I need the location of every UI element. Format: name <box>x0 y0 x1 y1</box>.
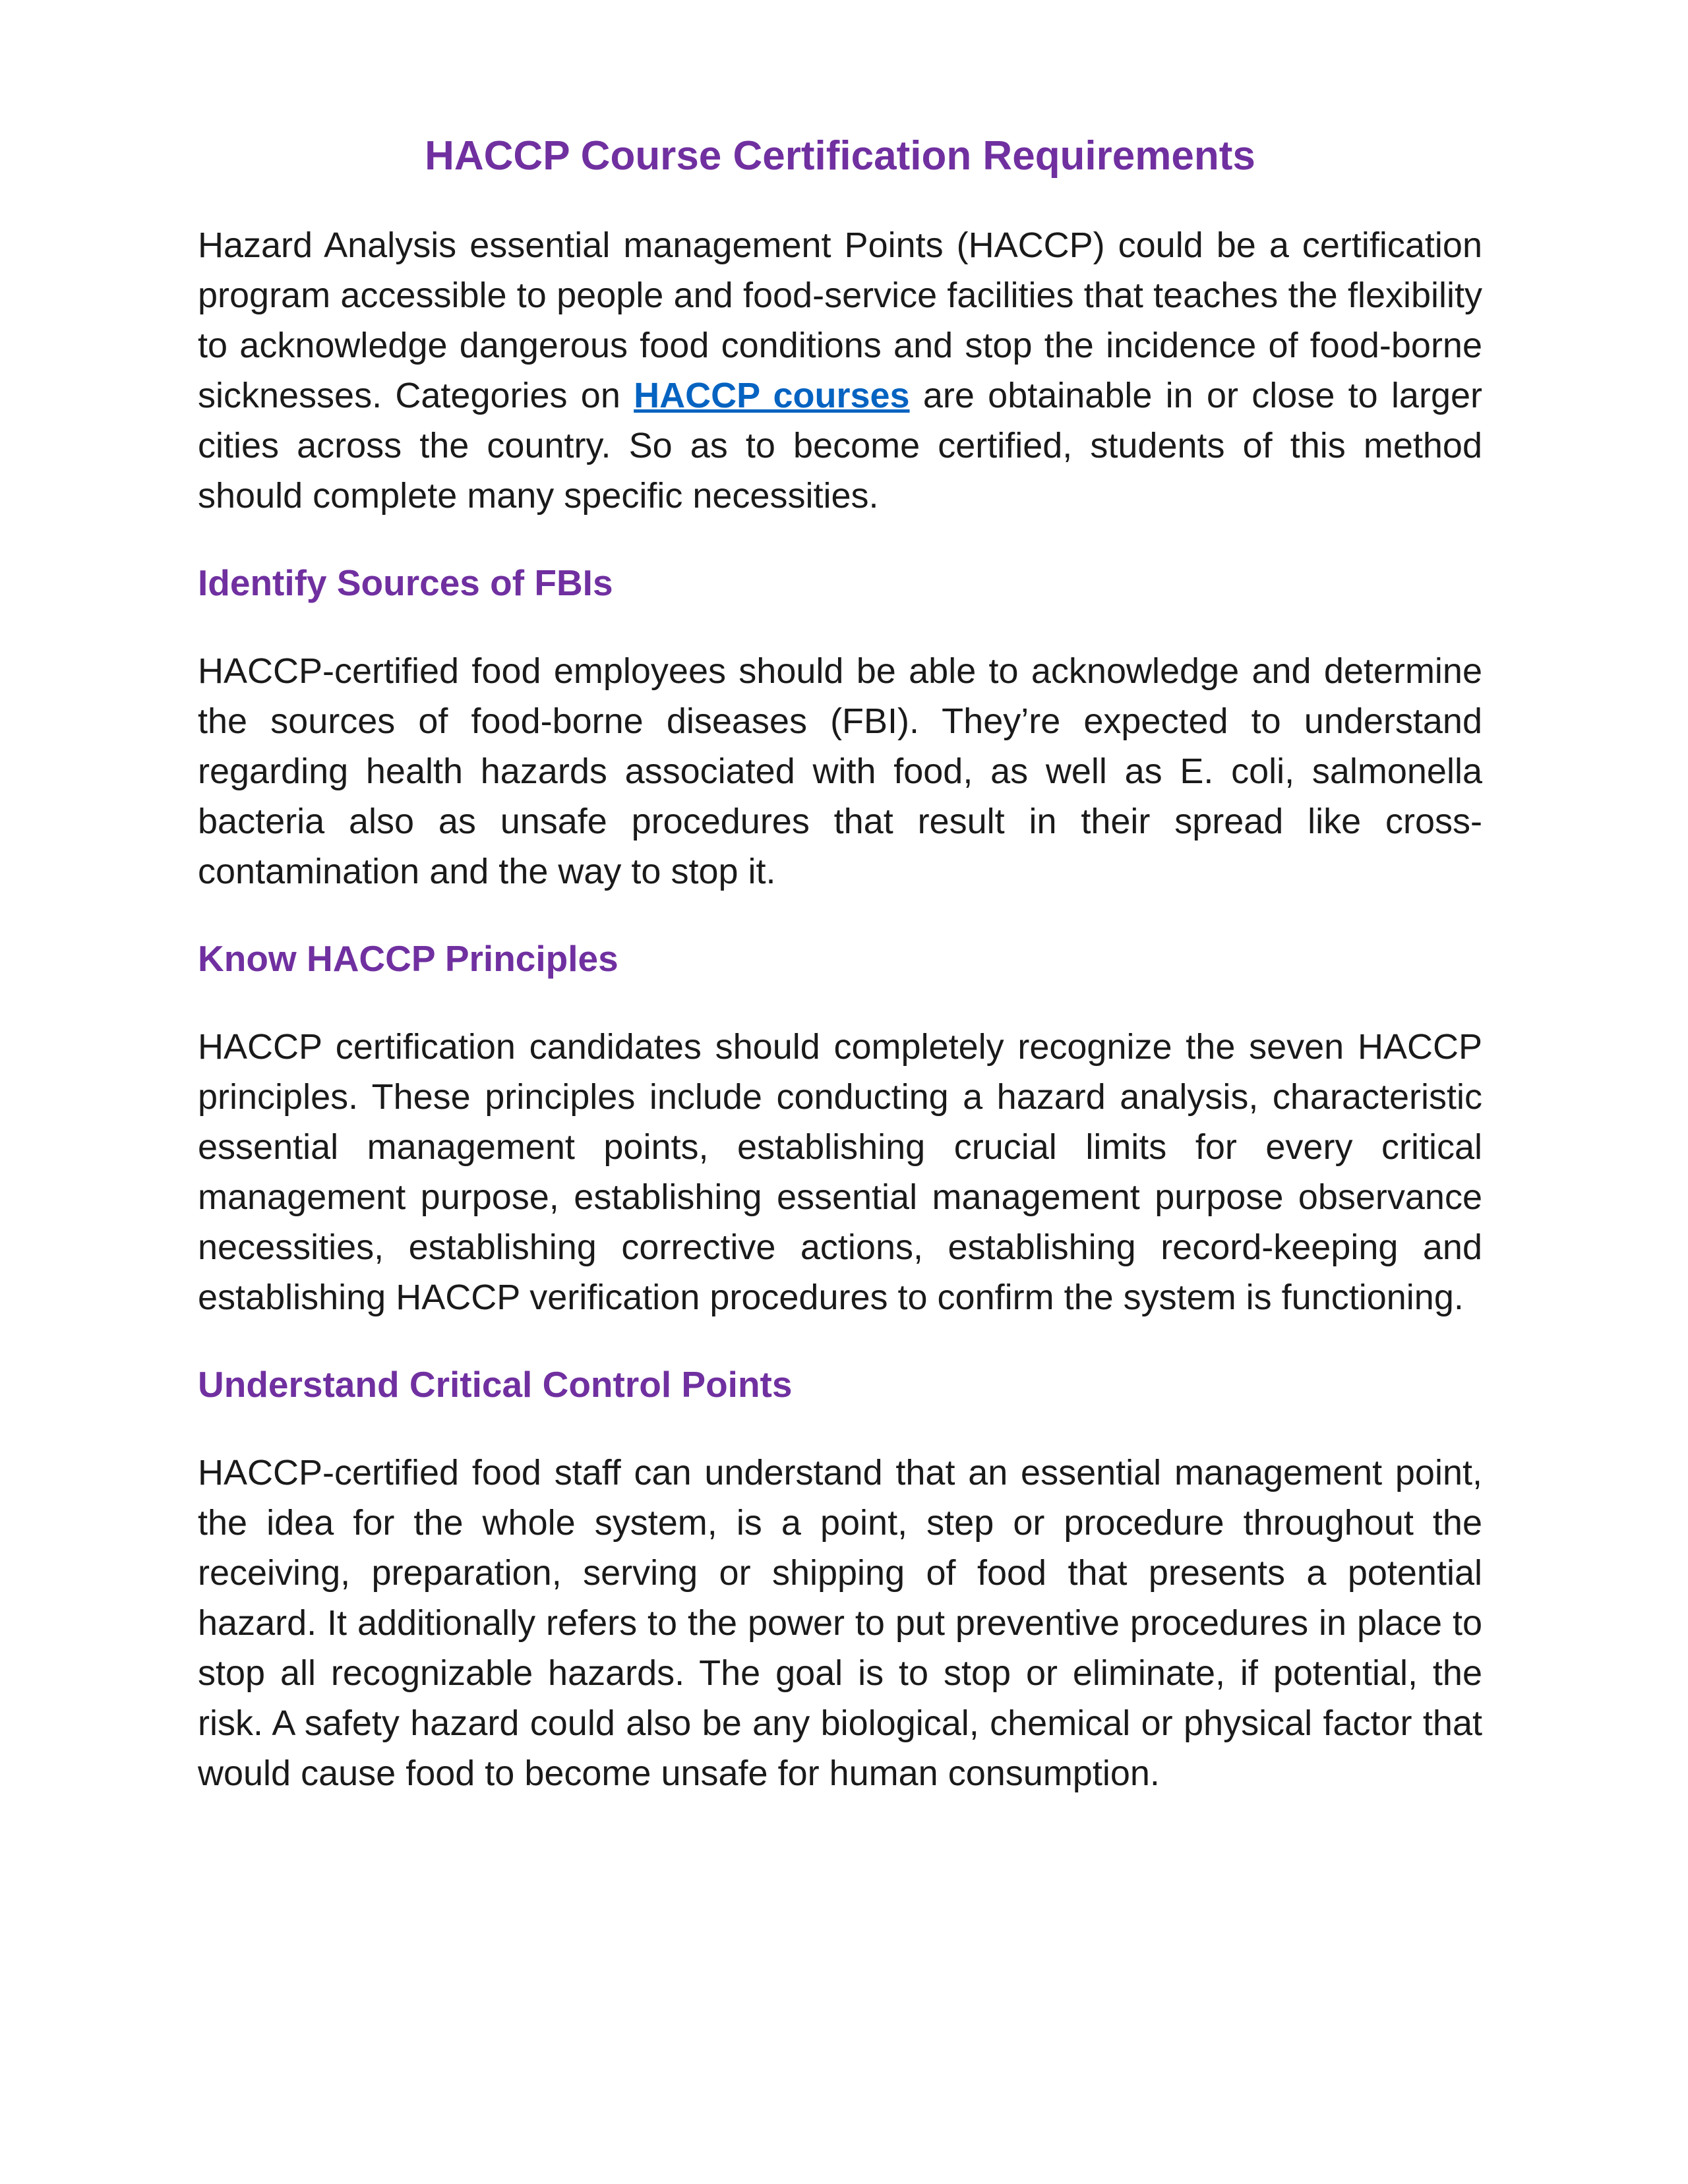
document-content <box>198 132 1482 1835</box>
intro-paragraph <box>198 220 1482 521</box>
section-heading-haccp-principles: Know HACCP Principles <box>198 938 618 980</box>
haccp-courses-link[interactable]: HACCP courses <box>634 376 910 416</box>
intro-text-after-link: are obtainable in or close to larger cities across the country. So as to become certified, students of this method should complete many specific necessities. <box>198 376 1482 516</box>
section-body-haccp-principles: HACCP certification candidates should completely recognize the seven HACCP principles. These principles include conducting a hazard analysis, characteristic essential management points, establishing crucial limits for every critical management purpose, establishing essential management purpose observance necessities, establishing corrective actions, establishing record-keeping and establishing HACCP verification procedures to confirm the system is functioning. <box>198 1027 1482 1318</box>
section-heading-critical-control-points: Understand Critical Control Points <box>198 1364 793 1405</box>
section-body-critical-control-points: HACCP-certified food staff can understand that an essential management point, the idea for the whole system, is a point, step or procedure throughout the receiving, preparation, serving or shipping of food that presents a potential hazard. It additionally refers to the power to put preventive procedures in place to stop all recognizable hazards. The goal is to stop or eliminate, if potential, the risk. A safety hazard could also be any biological, chemical or physical factor that would cause food to become unsafe for human consumption. <box>198 1453 1482 1794</box>
section-heading-sources-of-fbis: Identify Sources of FBIs <box>198 562 613 604</box>
section-body-sources-of-fbis: HACCP-certified food employees should be able to acknowledge and determine the sources of food-borne diseases (FBI). They’re expected to understand regarding health hazards associated with food, as well as E. coli, salmonella bacteria also as unsafe procedures that result in their spread like cross-contamination and the way to stop it. <box>198 651 1482 892</box>
document-title: HACCP Course Certification Requirements <box>425 133 1255 179</box>
intro-text-before-link: Hazard Analysis essential management Points (HACCP) could be a certification program accessible to people and food-service facilities that teaches the flexibility to acknowledge dangerous food conditions and stop the incidence of food-borne sicknesses. Categories on <box>198 225 1482 416</box>
